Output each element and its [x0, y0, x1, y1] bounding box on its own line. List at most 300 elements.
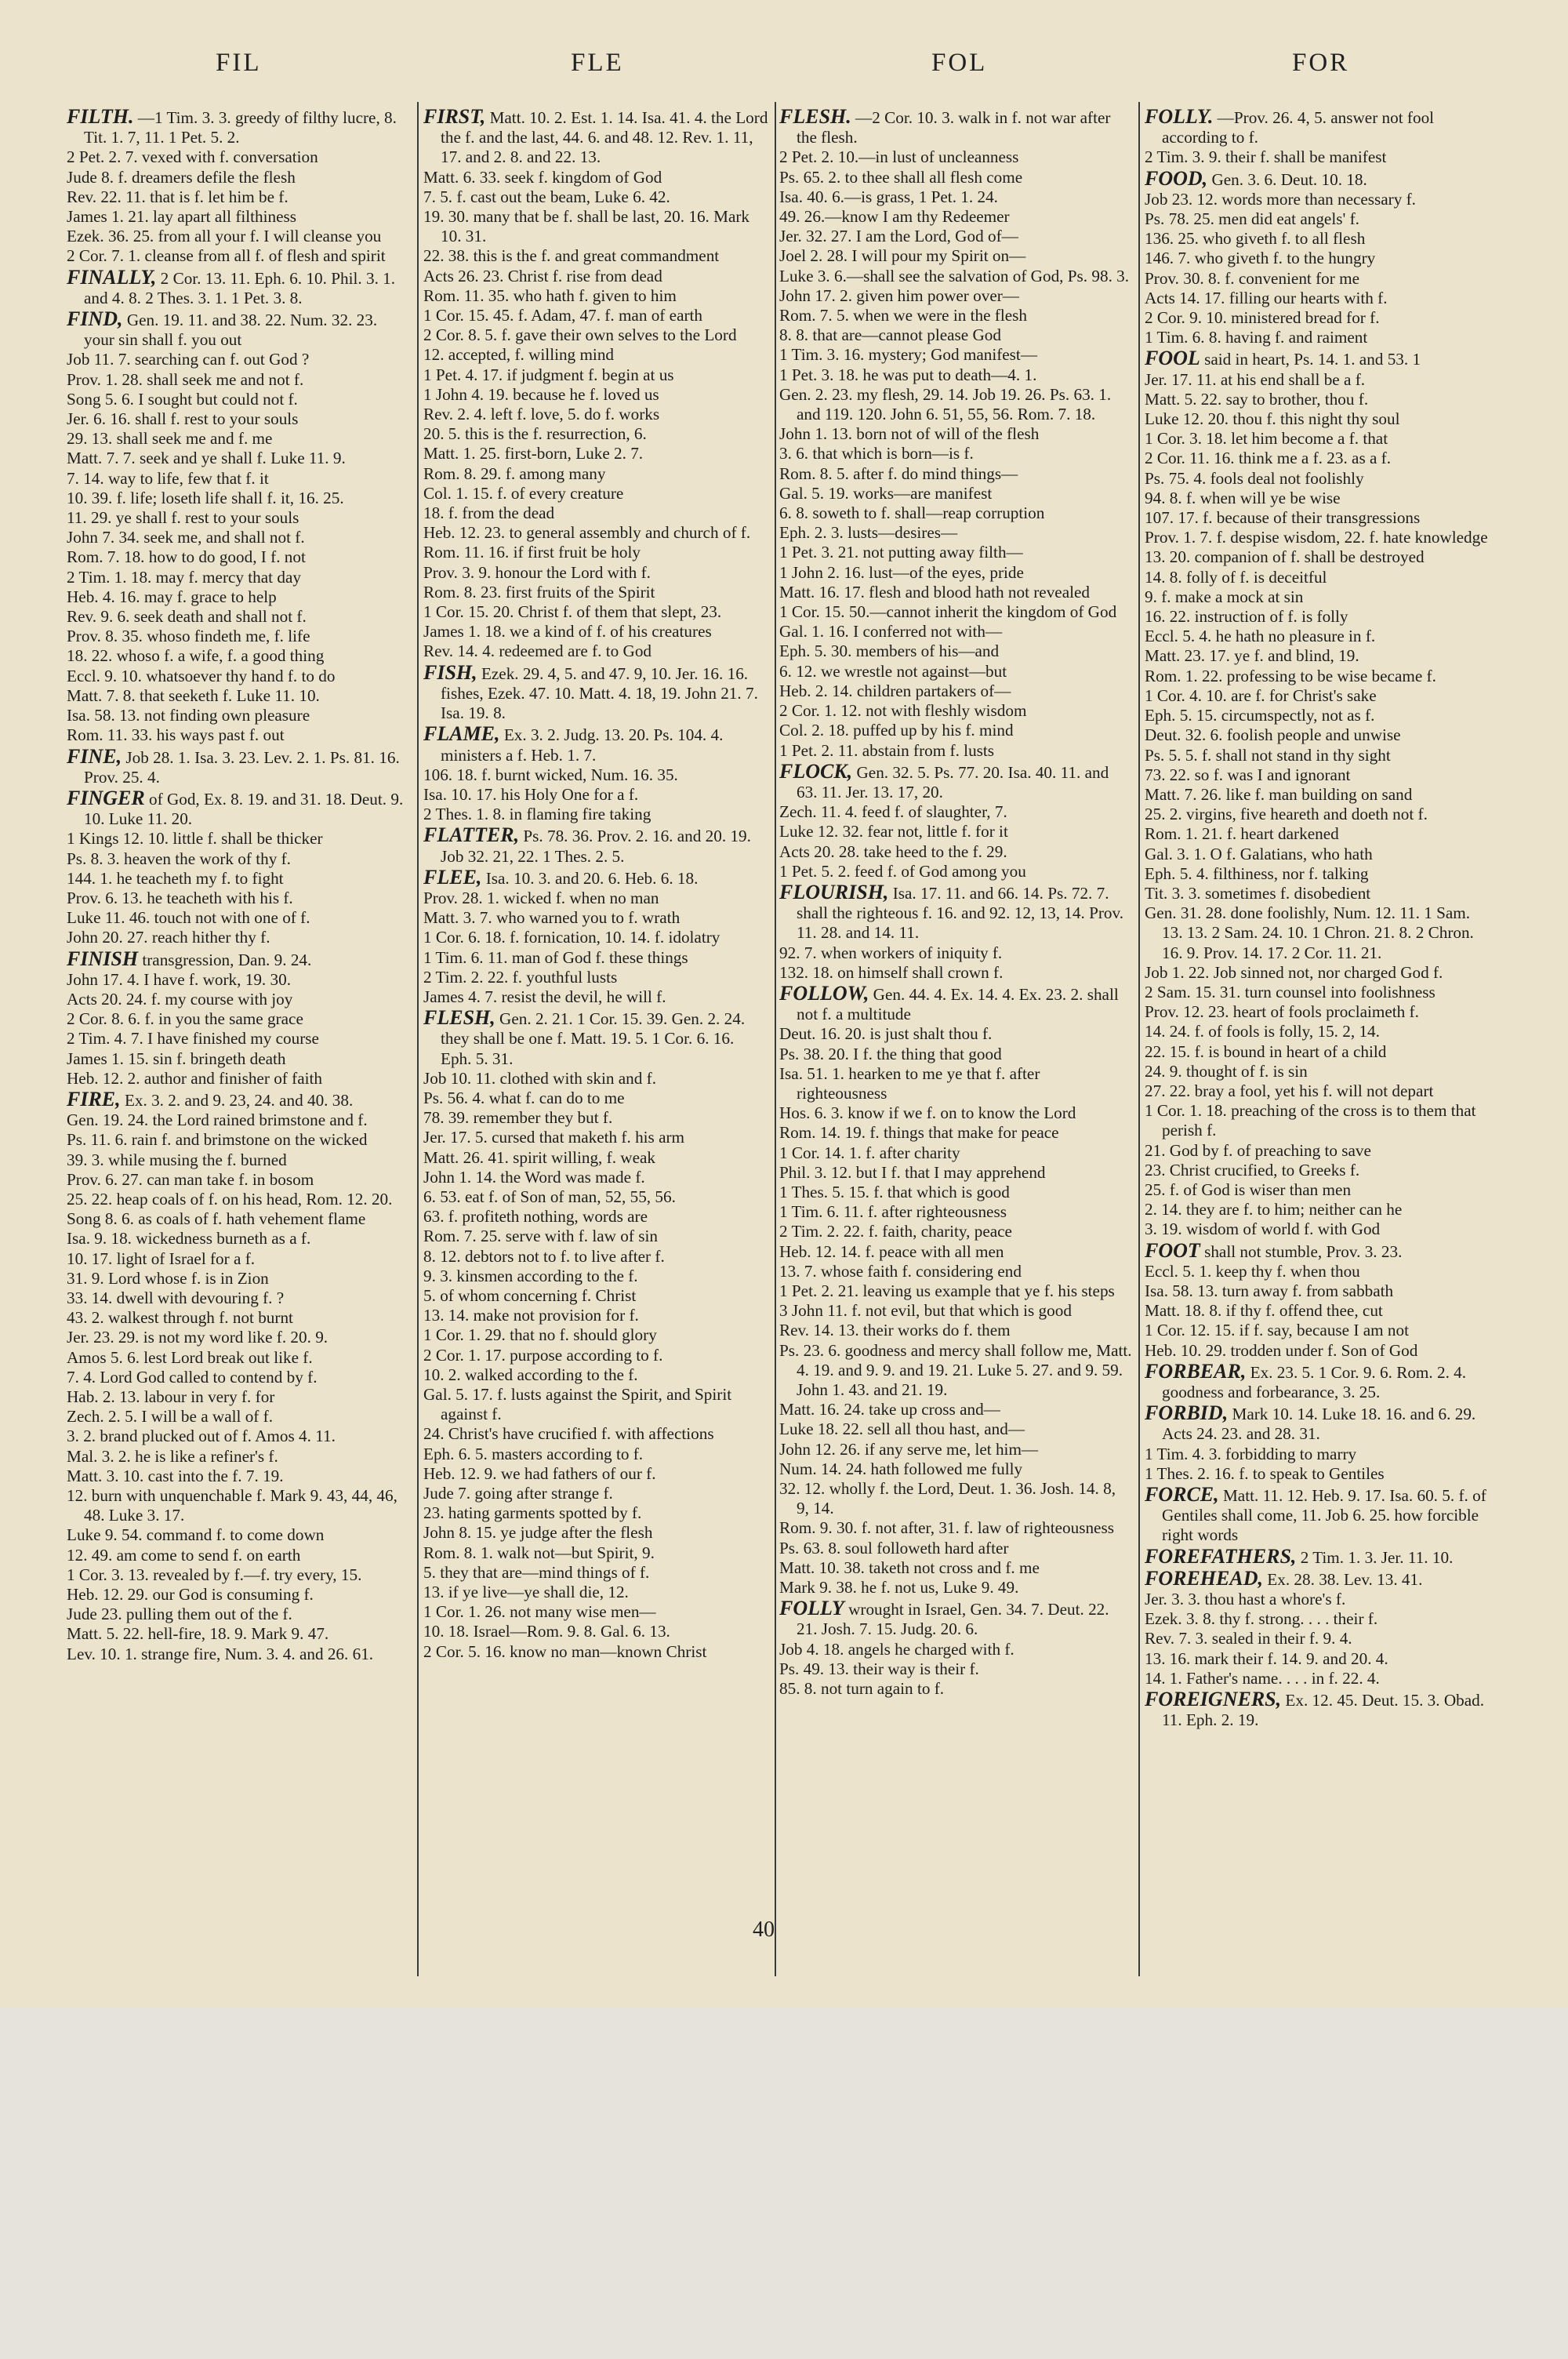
- entry-text: Acts 26. 23. Christ f. rise from dead: [423, 266, 662, 285]
- entry-text: Heb. 12. 2. author and finisher of faith: [67, 1068, 322, 1088]
- headword-entry: [779, 761, 1132, 802]
- entry-text: Ex. 3. 2. Judg. 13. 20. Ps. 104. 4. ministers a f. Heb. 1. 7.: [441, 725, 724, 765]
- concordance-entry: [1145, 229, 1494, 249]
- entry-text: 19. 30. many that be f. shall be last, 20. 16. Mark 10. 31.: [423, 207, 750, 246]
- headword-entry: [67, 107, 408, 147]
- entry-text: 6. 53. eat f. of Son of man, 52, 55, 56.: [423, 1187, 676, 1206]
- concordance-entry: [1145, 528, 1494, 547]
- entry-text: Prov. 30. 8. f. convenient for me: [1145, 268, 1359, 288]
- entry-text: Matt. 16. 17. flesh and blood hath not revealed: [779, 582, 1090, 602]
- entry-text: Rom. 7. 18. how to do good, I f. not: [67, 547, 306, 567]
- entry-text: Matt. 23. 17. ye f. and blind, 19.: [1145, 646, 1359, 666]
- entry-text: James 1. 15. sin f. bringeth death: [67, 1049, 286, 1068]
- entry-text: 63. f. profiteth nothing, words are: [423, 1207, 648, 1227]
- entry-text: 1 Pet. 4. 17. if judgment f. begin at us: [423, 365, 674, 384]
- entry-text: 2 Tim. 2. 22. f. faith, charity, peace: [779, 1222, 1012, 1241]
- entry-text: 2 Cor. 7. 1. cleanse from all f. of flesh and spirit: [67, 246, 386, 266]
- concordance-entry: [779, 622, 1132, 642]
- concordance-entry: [779, 1659, 1132, 1679]
- concordance-entry: [423, 968, 768, 987]
- headword-entry: [1145, 1403, 1494, 1444]
- concordance-column-4: [1145, 106, 1494, 1972]
- concordance-entry: [779, 1459, 1132, 1479]
- entry-text: Jer. 17. 11. at his end shall be a f.: [1145, 369, 1366, 389]
- concordance-entry: [423, 602, 768, 622]
- concordance-entry: [423, 622, 768, 642]
- entry-text: Matt. 26. 41. spirit willing, f. weak: [423, 1147, 656, 1167]
- entry-text: Matt. 5. 22. say to brother, thou f.: [1145, 389, 1369, 409]
- entry-text: Eph. 6. 5. masters according to f.: [423, 1444, 644, 1463]
- entry-text: 29. 13. shall seek me and f. me: [67, 429, 273, 449]
- entry-text: 7. 5. f. cast out the beam, Luke 6. 42.: [423, 187, 670, 206]
- concordance-entry: [423, 1069, 768, 1089]
- concordance-entry: [67, 1289, 408, 1308]
- entry-text: Isa. 58. 13. turn away f. from sabbath: [1145, 1281, 1394, 1300]
- entry-text: Ps. 11. 6. rain f. and brimstone on the wicked: [67, 1130, 368, 1150]
- entry-text: Col. 2. 18. puffed up by his f. mind: [779, 721, 1014, 740]
- entry-text: Isa. 10. 17. his Holy One for a f.: [423, 784, 639, 804]
- headword-entry: [1145, 348, 1494, 369]
- entry-text: 13. if ye live—ye shall die, 12.: [423, 1583, 629, 1602]
- concordance-entry: [1145, 587, 1494, 607]
- entry-text: Deut. 16. 20. is just shalt thou f.: [779, 1024, 993, 1044]
- concordance-entry: [67, 1110, 408, 1130]
- concordance-entry: [1145, 1101, 1494, 1140]
- concordance-entry: [423, 1227, 768, 1246]
- headword: FOLLY: [779, 1597, 844, 1620]
- concordance-entry: [67, 627, 408, 646]
- concordance-entry: [779, 583, 1132, 602]
- entry-text: Gen. 2. 21. 1 Cor. 15. 39. Gen. 2. 24. they shall be one f. Matt. 19. 5. 1 Cor. 6. 16. Eph. 5. 31.: [441, 1009, 746, 1068]
- entry-text: 2 Cor. 11. 16. think me a f. 23. as a f.: [1145, 449, 1392, 468]
- entry-text: 1 Cor. 3. 18. let him become a f. that: [1145, 429, 1388, 449]
- concordance-entry: [779, 662, 1132, 682]
- concordance-entry: [779, 1419, 1132, 1439]
- headword: FORBEAR,: [1145, 1359, 1247, 1383]
- entry-text: Jer. 3. 3. thou hast a whore's f.: [1145, 1590, 1346, 1609]
- concordance-entry: [779, 1301, 1132, 1321]
- concordance-column-3: [779, 106, 1132, 1972]
- concordance-entry: [423, 503, 768, 523]
- headword-entry: [423, 660, 768, 724]
- entry-text: said in heart, Ps. 14. 1. and 53. 1: [1204, 350, 1421, 369]
- entry-text: 24. Christ's have crucified f. with affections: [423, 1424, 714, 1444]
- entry-text: Eph. 5. 4. filthiness, nor f. talking: [1145, 863, 1369, 883]
- entry-text: Rom. 11. 16. if first fruit be holy: [423, 543, 641, 562]
- concordance-entry: [1145, 1180, 1494, 1200]
- concordance-entry: [779, 464, 1132, 484]
- entry-text: 144. 1. he teacheth my f. to fight: [67, 868, 284, 888]
- entry-text: transgression, Dan. 9. 24.: [142, 950, 312, 969]
- entry-text: John 8. 15. ye judge after the flesh: [423, 1523, 653, 1543]
- headword-entry: [1145, 166, 1494, 190]
- entry-text: Jude 8. f. dreamers defile the flesh: [67, 167, 296, 187]
- concordance-entry: [1145, 845, 1494, 864]
- entry-text: 43. 2. walkest through f. not burnt: [67, 1308, 293, 1328]
- concordance-entry: [423, 1247, 768, 1267]
- headword-entry: [1145, 1544, 1494, 1568]
- concordance-entry: [1145, 328, 1494, 347]
- concordance-entry: [779, 187, 1132, 207]
- concordance-entry: [779, 1222, 1132, 1241]
- headword: FOREFATHERS,: [1145, 1544, 1297, 1568]
- entry-text: Gen. 19. 11. and 38. 22. Num. 32. 23. your sin shall f. you out: [84, 311, 378, 350]
- concordance-entry: [779, 822, 1132, 841]
- concordance-entry: [423, 207, 768, 246]
- headword: FIRST,: [423, 106, 486, 128]
- entry-text: 14. 24. f. of fools is folly, 15. 2, 14.: [1145, 1022, 1380, 1041]
- concordance-entry: [779, 444, 1132, 463]
- concordance-entry: [67, 187, 408, 207]
- entry-text: 13. 14. make not provision for f.: [423, 1306, 639, 1325]
- concordance-entry: [779, 701, 1132, 721]
- entry-text: Rom. 8. 1. walk not—but Spirit, 9.: [423, 1543, 655, 1562]
- entry-text: Prov. 8. 35. whoso findeth me, f. life: [67, 627, 310, 646]
- concordance-entry: [67, 449, 408, 468]
- entry-text: —1 Tim. 3. 3. greedy of filthy lucre, 8. Tit. 1. 7, 11. 1 Pet. 5. 2.: [84, 108, 397, 147]
- headword: FOREHEAD,: [1145, 1566, 1263, 1590]
- concordance-entry: [779, 1679, 1132, 1699]
- entry-text: 1 Tim. 4. 3. forbidding to marry: [1145, 1444, 1357, 1463]
- concordance-entry: [67, 508, 408, 528]
- headword-entry: [423, 867, 768, 889]
- concordance-entry: [1145, 1081, 1494, 1101]
- entry-text: 2 Tim. 3. 9. their f. shall be manifest: [1145, 147, 1387, 167]
- concordance-entry: [67, 1427, 408, 1446]
- concordance-entry: [67, 246, 408, 266]
- concordance-entry: [423, 1148, 768, 1168]
- entry-text: 1 John 2. 16. lust—of the eyes, pride: [779, 562, 1024, 582]
- entry-text: Gen. 19. 24. the Lord rained brimstone and f.: [67, 1110, 368, 1130]
- concordance-entry: [779, 602, 1132, 622]
- entry-text: 23. hating garments spotted by f.: [423, 1503, 642, 1523]
- entry-text: Ps. 75. 4. fools deal not foolishly: [1145, 468, 1364, 488]
- entry-text: 21. God by f. of preaching to save: [1145, 1140, 1371, 1160]
- entry-text: John 20. 27. reach hither thy f.: [67, 928, 270, 947]
- concordance-entry: [423, 424, 768, 444]
- entry-text: Gal. 3. 1. O f. Galatians, who hath: [1145, 844, 1373, 863]
- concordance-entry: [1145, 190, 1494, 209]
- concordance-entry: [779, 424, 1132, 444]
- concordance-entry: [1145, 884, 1494, 903]
- entry-text: Rev. 2. 4. left f. love, 5. do f. works: [423, 405, 660, 424]
- entry-text: Ps. 65. 2. to thee shall all flesh come: [779, 167, 1023, 187]
- entry-text: 13. 7. whose faith f. considering end: [779, 1261, 1022, 1281]
- entry-text: Isa. 40. 6.—is grass, 1 Pet. 1. 24.: [779, 187, 998, 206]
- concordance-entry: [1145, 1200, 1494, 1219]
- entry-text: 1 Cor. 6. 18. f. fornication, 10. 14. f. idolatry: [423, 928, 720, 947]
- concordance-entry: [67, 1605, 408, 1624]
- concordance-entry: [423, 405, 768, 424]
- entry-text: Gal. 5. 17. f. lusts against the Spirit, and Spirit against f.: [423, 1385, 732, 1424]
- entry-text: Rev. 22. 11. that is f. let him be f.: [67, 187, 289, 206]
- headword: FINGER: [67, 786, 145, 809]
- entry-text: Rev. 14. 4. redeemed are f. to God: [423, 642, 652, 661]
- entry-text: 3. 6. that which is born—is f.: [779, 444, 974, 463]
- headword: FINALLY,: [67, 265, 157, 289]
- concordance-entry: [779, 365, 1132, 385]
- entry-text: Num. 14. 24. hath followed me fully: [779, 1459, 1023, 1478]
- entry-text: Job 23. 12. words more than necessary f.: [1145, 189, 1416, 209]
- entry-text: Matt. 18. 8. if thy f. offend thee, cut: [1145, 1301, 1383, 1321]
- entry-text: 1 Tim. 3. 16. mystery; God manifest—: [779, 345, 1038, 365]
- concordance-entry: [1145, 1301, 1494, 1321]
- entry-text: Gal. 1. 16. I conferred not with—: [779, 622, 1003, 642]
- entry-text: Mark 10. 14. Luke 18. 16. and 6. 29. Acts 24. 23. and 28. 31.: [1162, 1405, 1476, 1444]
- entry-text: Isa. 10. 3. and 20. 6. Heb. 6. 18.: [485, 868, 699, 888]
- entry-text: Prov. 3. 9. honour the Lord with f.: [423, 562, 651, 582]
- concordance-entry: [67, 207, 408, 227]
- concordance-entry: [779, 484, 1132, 503]
- headword-entry: [423, 107, 768, 168]
- entry-text: Song 5. 6. I sought but could not f.: [67, 389, 298, 409]
- concordance-entry: [1145, 308, 1494, 328]
- concordance-entry: [423, 987, 768, 1007]
- concordance-entry: [779, 1123, 1132, 1143]
- entry-text: Jude 23. pulling them out of the f.: [67, 1605, 292, 1624]
- concordance-entry: [423, 1306, 768, 1325]
- entry-text: Luke 3. 6.—shall see the salvation of God, Ps. 98. 3.: [779, 266, 1130, 285]
- concordance-entry: [779, 1143, 1132, 1163]
- entry-text: Rom. 8. 29. f. among many: [423, 463, 606, 483]
- entry-text: 16. 22. instruction of f. is folly: [1145, 607, 1348, 627]
- concordance-entry: [67, 908, 408, 928]
- concordance-entry: [1145, 706, 1494, 725]
- concordance-entry: [779, 1539, 1132, 1558]
- entry-text: —Prov. 26. 4, 5. answer not fool according to f.: [1162, 108, 1435, 147]
- entry-text: 2 Pet. 2. 7. vexed with f. conversation: [67, 147, 318, 167]
- concordance-entry: [67, 1546, 408, 1565]
- concordance-entry: [67, 1585, 408, 1605]
- concordance-entry: [779, 682, 1132, 701]
- concordance-entry: [423, 365, 768, 385]
- concordance-entry: [1145, 725, 1494, 745]
- concordance-entry: [67, 168, 408, 187]
- entry-text: Lev. 10. 1. strange fire, Num. 3. 4. and 26. 61.: [67, 1644, 374, 1663]
- concordance-entry: [1145, 449, 1494, 468]
- entry-text: 85. 8. not turn again to f.: [779, 1679, 945, 1699]
- concordance-entry: [67, 429, 408, 449]
- concordance-entry: [67, 889, 408, 908]
- entry-text: Ps. 63. 8. soul followeth hard after: [779, 1538, 1009, 1558]
- concordance-entry: [423, 1168, 768, 1187]
- entry-text: James 1. 18. we a kind of f. of his creatures: [423, 622, 712, 642]
- entry-text: Jer. 17. 5. cursed that maketh f. his arm: [423, 1128, 685, 1147]
- entry-text: 92. 7. when workers of iniquity f.: [779, 943, 1003, 962]
- entry-text: Rom. 7. 5. when we were in the flesh: [779, 306, 1027, 325]
- background-surface: [0, 2008, 1568, 2359]
- headword-entry: [1145, 1689, 1494, 1730]
- concordance-entry: [67, 390, 408, 409]
- headword: FOOD,: [1145, 166, 1208, 190]
- headword: FLESH,: [423, 1006, 495, 1030]
- entry-text: 2. 14. they are f. to him; neither can he: [1145, 1200, 1403, 1219]
- running-head-fol: FOL: [931, 49, 988, 77]
- entry-text: Isa. 9. 18. wickedness burneth as a f.: [67, 1229, 311, 1249]
- concordance-entry: [423, 1563, 768, 1583]
- column-rule: [775, 102, 776, 1976]
- entry-text: 6. 12. we wrestle not against—but: [779, 661, 1007, 681]
- concordance-entry: [423, 345, 768, 365]
- concordance-entry: [67, 646, 408, 666]
- concordance-entry: [779, 503, 1132, 523]
- concordance-entry: [1145, 746, 1494, 765]
- concordance-entry: [1145, 249, 1494, 268]
- entry-text: Gen. 31. 28. done foolishly, Num. 12. 11. 1 Sam. 13. 13. 2 Sam. 24. 10. 1 Chron. 21. 8. 2 Chron. 16. 9. Prov. 14. 17. 2 Cor. 11. 21.: [1145, 903, 1474, 962]
- concordance-entry: [67, 1190, 408, 1209]
- entry-text: Ps. 8. 3. heaven the work of thy f.: [67, 849, 291, 868]
- concordance-entry: [67, 686, 408, 706]
- entry-text: Jer. 32. 27. I am the Lord, God of—: [779, 227, 1018, 246]
- entry-text: wrought in Israel, Gen. 34. 7. Deut. 22. 21. Josh. 7. 15. Judg. 20. 6.: [797, 1600, 1109, 1639]
- concordance-entry: [779, 642, 1132, 661]
- headword-entry: [423, 825, 768, 866]
- entry-text: 2 Sam. 15. 31. turn counsel into foolishness: [1145, 982, 1436, 1001]
- entry-text: Job 10. 11. clothed with skin and f.: [423, 1068, 656, 1088]
- concordance-entry: [67, 409, 408, 429]
- concordance-entry: [423, 785, 768, 805]
- concordance-entry: [423, 889, 768, 908]
- entry-text: 3. 2. brand plucked out of f. Amos 4. 11.: [67, 1427, 336, 1446]
- concordance-entry: [1145, 765, 1494, 785]
- concordance-entry: [67, 928, 408, 947]
- concordance-entry: [1145, 370, 1494, 390]
- entry-text: of God, Ex. 8. 19. and 31. 18. Deut. 9. 10. Luke 11. 20.: [84, 789, 404, 829]
- entry-text: 2 Tim. 1. 3. Jer. 11. 10.: [1300, 1547, 1454, 1567]
- entry-text: Eph. 5. 15. circumspectly, not as f.: [1145, 706, 1375, 725]
- concordance-entry: [67, 1645, 408, 1664]
- concordance-entry: [1145, 1649, 1494, 1669]
- concordance-entry: [1145, 686, 1494, 706]
- concordance-entry: [423, 1523, 768, 1543]
- entry-text: 6. 8. soweth to f. shall—reap corruption: [779, 503, 1045, 523]
- concordance-entry: [1145, 429, 1494, 449]
- entry-text: Prov. 1. 28. shall seek me and not f.: [67, 369, 304, 389]
- entry-text: 73. 22. so f. was I and ignorant: [1145, 765, 1351, 784]
- concordance-entry: [1145, 646, 1494, 666]
- entry-text: Rom. 1. 22. professing to be wise became f.: [1145, 666, 1436, 685]
- entry-text: Matt. 6. 33. seek f. kingdom of God: [423, 167, 662, 187]
- headword: FINE,: [67, 744, 122, 768]
- entry-text: 107. 17. f. because of their transgressions: [1145, 508, 1421, 528]
- entry-text: 132. 18. on himself shall crown f.: [779, 962, 1004, 982]
- concordance-entry: [67, 1328, 408, 1347]
- running-head-fil: FIL: [216, 49, 262, 77]
- headword-entry: [423, 724, 768, 765]
- entry-text: 3 John 11. f. not evil, but that which is good: [779, 1301, 1072, 1321]
- entry-text: 1 Pet. 5. 2. feed f. of God among you: [779, 861, 1026, 881]
- headword: FLEE,: [423, 865, 482, 889]
- entry-text: Heb. 12. 9. we had fathers of our f.: [423, 1463, 656, 1483]
- entry-text: Acts 20. 28. take heed to the f. 29.: [779, 841, 1007, 861]
- entry-text: 9. 3. kinsmen according to the f.: [423, 1266, 638, 1285]
- entry-text: 18. 22. whoso f. a wife, f. a good thing: [67, 646, 325, 666]
- concordance-entry: [67, 1624, 408, 1644]
- concordance-entry: [423, 1424, 768, 1444]
- concordance-entry: [1145, 1022, 1494, 1041]
- entry-text: Jer. 23. 29. is not my word like f. 20. 9.: [67, 1328, 328, 1347]
- concordance-column-2: [423, 106, 768, 1972]
- headword: FORBID,: [1145, 1401, 1229, 1425]
- concordance-entry: [1145, 983, 1494, 1002]
- concordance-entry: [1145, 469, 1494, 489]
- concordance-entry: [779, 1640, 1132, 1659]
- entry-text: Eph. 2. 3. lusts—desires—: [779, 523, 958, 543]
- concordance-entry: [1145, 489, 1494, 508]
- entry-text: Heb. 12. 14. f. peace with all men: [779, 1241, 1004, 1261]
- entry-text: 13. 20. companion of f. shall be destroyed: [1145, 547, 1425, 567]
- concordance-entry: [1145, 903, 1494, 963]
- headword: FOOT: [1145, 1238, 1200, 1262]
- concordance-entry: [423, 1385, 768, 1424]
- entry-text: 1 Cor. 15. 45. f. Adam, 47. f. man of earth: [423, 306, 703, 325]
- concordance-entry: [779, 543, 1132, 562]
- entry-text: Matt. 5. 22. hell-fire, 18. 9. Mark 9. 47.: [67, 1624, 329, 1644]
- headword: FLESH.: [779, 106, 851, 128]
- concordance-entry: [779, 1518, 1132, 1538]
- headword-entry: [67, 788, 408, 829]
- concordance-entry: [779, 286, 1132, 306]
- concordance-entry: [423, 464, 768, 484]
- entry-text: 2 Cor. 8. 6. f. in you the same grace: [67, 1009, 303, 1029]
- entry-text: 1 Cor. 4. 10. are f. for Christ's sake: [1145, 685, 1377, 705]
- concordance-entry: [779, 1479, 1132, 1518]
- concordance-entry: [779, 345, 1132, 365]
- entry-text: Matt. 3. 7. who warned you to f. wrath: [423, 908, 681, 928]
- entry-text: Eccl. 5. 1. keep thy f. when thou: [1145, 1261, 1360, 1281]
- concordance-entry: [423, 286, 768, 306]
- concordance-entry: [423, 642, 768, 661]
- concordance-entry: [423, 1583, 768, 1602]
- entry-text: 2 Tim. 1. 18. may f. mercy that day: [67, 567, 301, 587]
- headword: FLOURISH,: [779, 880, 889, 903]
- headword: FIRE,: [67, 1087, 121, 1110]
- entry-text: Rev. 9. 6. seek death and shall not f.: [67, 607, 307, 627]
- running-head-for: FOR: [1292, 49, 1350, 77]
- concordance-entry: [67, 725, 408, 745]
- concordance-entry: [1145, 1669, 1494, 1688]
- entry-text: Deut. 32. 6. foolish people and unwise: [1145, 725, 1401, 745]
- concordance-entry: [67, 1387, 408, 1407]
- entry-text: shall not stumble, Prov. 3. 23.: [1204, 1241, 1403, 1261]
- entry-text: Matt. 7. 8. that seeketh f. Luke 11. 10.: [67, 685, 320, 705]
- headword: FIND,: [67, 307, 123, 331]
- entry-text: 78. 39. remember they but f.: [423, 1108, 613, 1128]
- concordance-entry: [423, 1187, 768, 1207]
- entry-text: Ps. 23. 6. goodness and mercy shall follow me, Matt. 4. 19. and 9. 9. and 19. 21. Luke 5. 27. and 9. 59. John 1. 43. and 21. 19.: [779, 1340, 1132, 1399]
- concordance-entry: [423, 563, 768, 583]
- concordance-entry: [67, 1009, 408, 1029]
- entry-text: 8. 12. debtors not to f. to live after f.: [423, 1246, 665, 1266]
- concordance-entry: [779, 1440, 1132, 1459]
- entry-text: Heb. 4. 16. may f. grace to help: [67, 587, 277, 606]
- concordance-entry: [1145, 1141, 1494, 1161]
- entry-text: 13. 16. mark their f. 14. 9. and 20. 4.: [1145, 1648, 1388, 1668]
- concordance-entry: [1145, 1341, 1494, 1361]
- entry-text: Hab. 2. 13. labour in very f. for: [67, 1387, 275, 1406]
- entry-text: 2 Cor. 8. 5. f. gave their own selves to the Lord: [423, 325, 737, 345]
- entry-text: 14. 8. folly of f. is deceitful: [1145, 567, 1327, 587]
- concordance-entry: [1145, 409, 1494, 429]
- concordance-entry: [779, 227, 1132, 246]
- concordance-entry: [1145, 864, 1494, 884]
- headword-entry: [67, 309, 408, 350]
- concordance-entry: [67, 227, 408, 246]
- headword: FORCE,: [1145, 1483, 1219, 1507]
- entry-text: 2 Cor. 5. 16. know no man—known Christ: [423, 1641, 707, 1661]
- entry-text: 32. 12. wholly f. the Lord, Deut. 1. 36. Josh. 14. 8, 9, 14.: [779, 1479, 1116, 1518]
- concordance-entry: [779, 1262, 1132, 1281]
